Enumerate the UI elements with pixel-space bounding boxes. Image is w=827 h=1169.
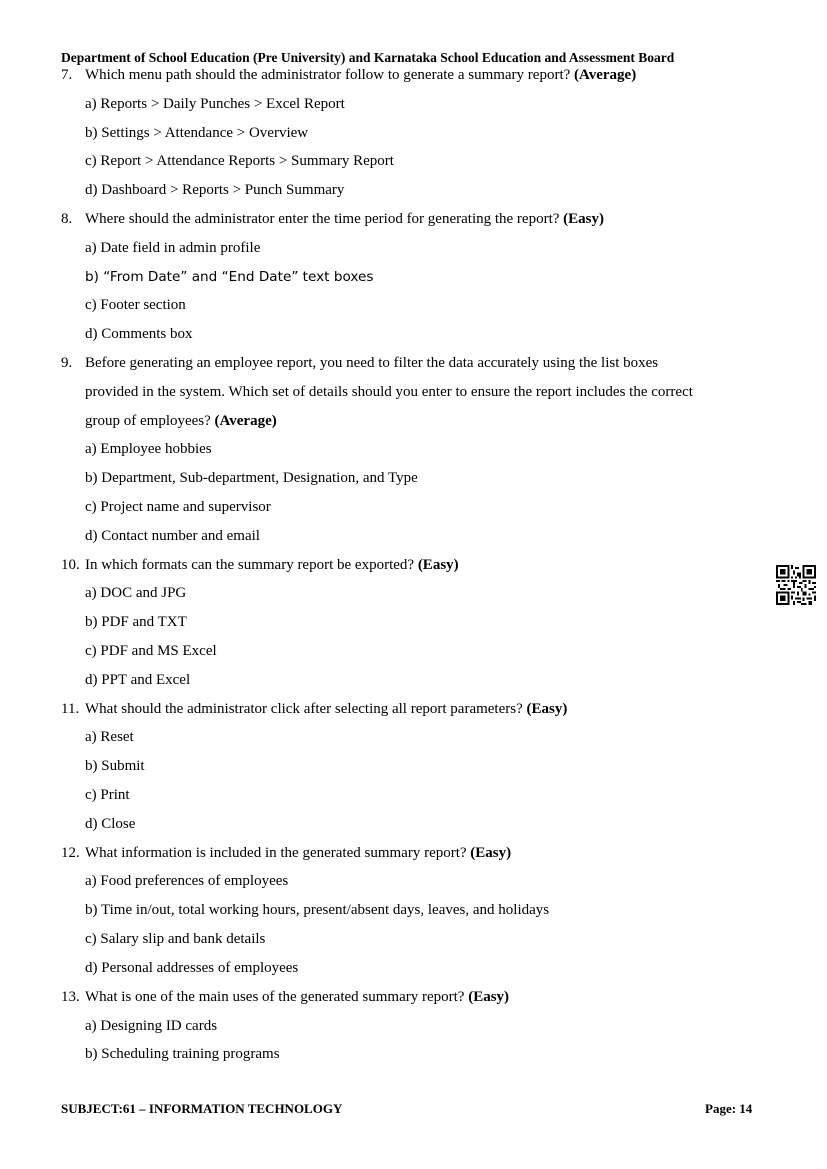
option-8c: c) Footer section [85, 297, 186, 313]
option-9d: d) Contact number and email [85, 528, 260, 544]
question-text: What is one of the main uses of the generated summary report? [85, 989, 465, 1005]
option-12c: c) Salary slip and bank details [85, 931, 266, 947]
question-text-line-2: provided in the system. Which set of details should you enter to ensure the report includes the correct [85, 384, 693, 400]
option-7c: c) Report > Attendance Reports > Summary Report [85, 153, 394, 169]
option-9c: c) Project name and supervisor [85, 499, 271, 515]
question-number: 12. [61, 845, 80, 861]
question-number: 11. [61, 701, 80, 717]
option-11d: d) Close [85, 816, 136, 832]
question-number: 10. [61, 557, 80, 573]
option-9a: a) Employee hobbies [85, 441, 212, 457]
option-7d: d) Dashboard > Reports > Punch Summary [85, 182, 345, 198]
option-10d: d) PPT and Excel [85, 672, 191, 688]
difficulty-label: (Easy) [468, 989, 510, 1005]
footer-page-number: Page: 14 [705, 1101, 753, 1116]
difficulty-label: (Average) [574, 67, 637, 83]
difficulty-label: (Easy) [526, 701, 568, 717]
question-text: What should the administrator click after selecting all report parameters? [85, 701, 523, 717]
footer-subject: SUBJECT:61 – INFORMATION TECHNOLOGY [61, 1101, 343, 1116]
page-header: Department of School Education (Pre University) and Karnataka School Education and Assessment Board [61, 50, 675, 65]
option-11c: c) Print [85, 787, 130, 803]
option-12b: b) Time in/out, total working hours, present/absent days, leaves, and holidays [85, 902, 550, 918]
option-9b: b) Department, Sub-department, Designation, and Type [85, 470, 418, 486]
question-number: 8. [61, 211, 73, 227]
question-text: Which menu path should the administrator follow to generate a summary report? [85, 67, 571, 83]
option-8a: a) Date field in admin profile [85, 240, 261, 256]
option-11b: b) Submit [85, 758, 145, 774]
question-text-line-1: Before generating an employee report, you need to filter the data accurately using the list boxes [85, 355, 659, 371]
question-text: In which formats can the summary report be exported? [85, 557, 415, 573]
option-13b: b) Scheduling training programs [85, 1046, 280, 1062]
question-number: 7. [61, 67, 73, 83]
option-13a: a) Designing ID cards [85, 1018, 218, 1034]
option-7a: a) Reports > Daily Punches > Excel Report [85, 96, 345, 112]
question-text: What information is included in the generated summary report? [85, 845, 467, 861]
question-text-line-3-wrap [85, 410, 277, 432]
option-10a: a) DOC and JPG [85, 585, 187, 601]
qr-code-icon [776, 565, 816, 605]
question-text: Where should the administrator enter the time period for generating the report? [85, 211, 560, 227]
option-10b: b) PDF and TXT [85, 614, 187, 630]
question-text-line-3: group of employees? [85, 413, 211, 429]
option-10c: c) PDF and MS Excel [85, 643, 217, 659]
difficulty-label: (Easy) [470, 845, 512, 861]
difficulty-label: (Easy) [563, 211, 604, 227]
option-7b: b) Settings > Attendance > Overview [85, 125, 309, 141]
option-12a: a) Food preferences of employees [85, 873, 289, 889]
option-12d: d) Personal addresses of employees [85, 960, 299, 976]
option-11a: a) Reset [85, 729, 134, 745]
question-number: 9. [61, 355, 73, 371]
option-8b: b) “From Date” and “End Date” text boxes [85, 269, 374, 285]
difficulty-label: (Easy) [417, 557, 459, 573]
question-number: 13. [61, 989, 80, 1005]
difficulty-label: (Average) [214, 413, 277, 429]
option-8d: d) Comments box [85, 326, 193, 342]
